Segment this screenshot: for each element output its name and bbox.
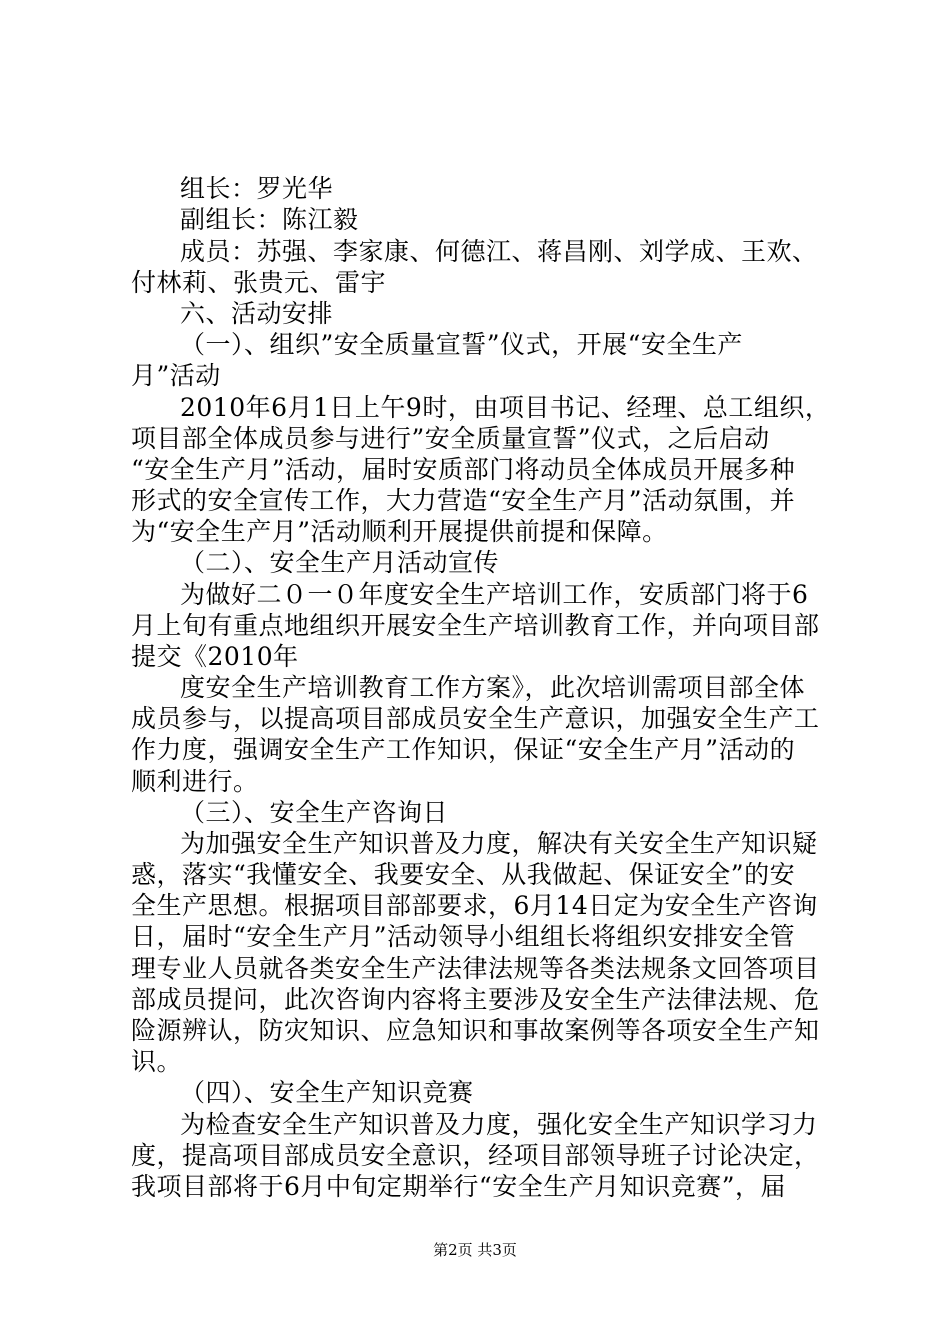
- paragraph-line: “安全生产月”活动，届时安质部门将动员全体成员开展多种: [131, 455, 796, 484]
- subsection-heading: （四）、安全生产知识竞赛: [180, 1078, 474, 1107]
- paragraph-line: 作力度，强调安全生产工作知识，保证“安全生产月”活动的: [131, 735, 796, 764]
- paragraph-line: 提交《2010年: [131, 642, 299, 671]
- subsection-heading: （三）、安全生产咨询日: [180, 798, 449, 827]
- text-line-members: 成员：苏强、李家康、何德江、蒋昌刚、刘学成、王欢、: [180, 237, 818, 266]
- paragraph-line: 2010年6月1日上午9时，由项目书记、经理、总工组织，: [180, 393, 831, 422]
- paragraph-line: 度安全生产培训教育工作方案》，此次培训需项目部全体: [180, 673, 806, 702]
- subsection-heading: （一）、组织”安全质量宣誓”仪式，开展“安全生产: [180, 330, 743, 359]
- text-line-deputy-leader: 副组长：陈江毅: [180, 205, 359, 234]
- paragraph-line: 顺利进行。: [131, 767, 259, 796]
- paragraph-line: 识。: [131, 1047, 183, 1076]
- paragraph-line: 我项目部将于6月中旬定期举行“安全生产月知识竞赛”，届: [131, 1172, 786, 1201]
- paragraph-line: 为“安全生产月”活动顺利开展提供前提和保障。: [131, 517, 668, 546]
- subsection-heading: （二）、安全生产月活动宣传: [180, 548, 500, 577]
- paragraph-line: 为做好二０一０年度安全生产培训工作，安质部门将于6: [180, 580, 809, 609]
- paragraph-line: 日，届时“安全生产月”活动领导小组组长将组织安排安全管: [131, 922, 796, 951]
- paragraph-line: 月上旬有重点地组织开展安全生产培训教育工作，并向项目部: [131, 611, 820, 640]
- text-line: 付林莉、张贵元、雷宇: [131, 268, 387, 297]
- paragraph-line: 形式的安全宣传工作，大力营造“安全生产月”活动氛围，并: [131, 486, 796, 515]
- paragraph-line: 为检查安全生产知识普及力度，强化安全生产知识学习力: [180, 1110, 818, 1139]
- subsection-heading-cont: 月”活动: [131, 361, 221, 390]
- page-number-footer: 第2页 共3页: [433, 1241, 517, 1259]
- paragraph-line: 度，提高项目部成员安全意识，经项目部领导班子讨论决定，: [131, 1141, 820, 1170]
- paragraph-line: 成员参与，以提高项目部成员安全生产意识，加强安全生产工: [131, 704, 820, 733]
- paragraph-line: 部成员提问，此次咨询内容将主要涉及安全生产法律法规、危: [131, 985, 820, 1014]
- paragraph-line: 险源辨认，防灾知识、应急知识和事故案例等各项安全生产知: [131, 1016, 820, 1045]
- paragraph-line: 全生产思想。根据项目部部要求，6月14日定为安全生产咨询: [131, 891, 818, 920]
- paragraph-line: 理专业人员就各类安全生产法律法规等各类法规条文回答项目: [131, 954, 820, 983]
- paragraph-line: 惑，落实“我懂安全、我要安全、从我做起、保证安全”的安: [131, 860, 796, 889]
- paragraph-line: 项目部全体成员参与进行”安全质量宣誓”仪式，之后启动: [131, 424, 770, 453]
- paragraph-line: 为加强安全生产知识普及力度，解决有关安全生产知识疑: [180, 829, 818, 858]
- section-heading: 六、活动安排: [180, 299, 334, 328]
- text-line-leader: 组长：罗光华: [180, 174, 334, 203]
